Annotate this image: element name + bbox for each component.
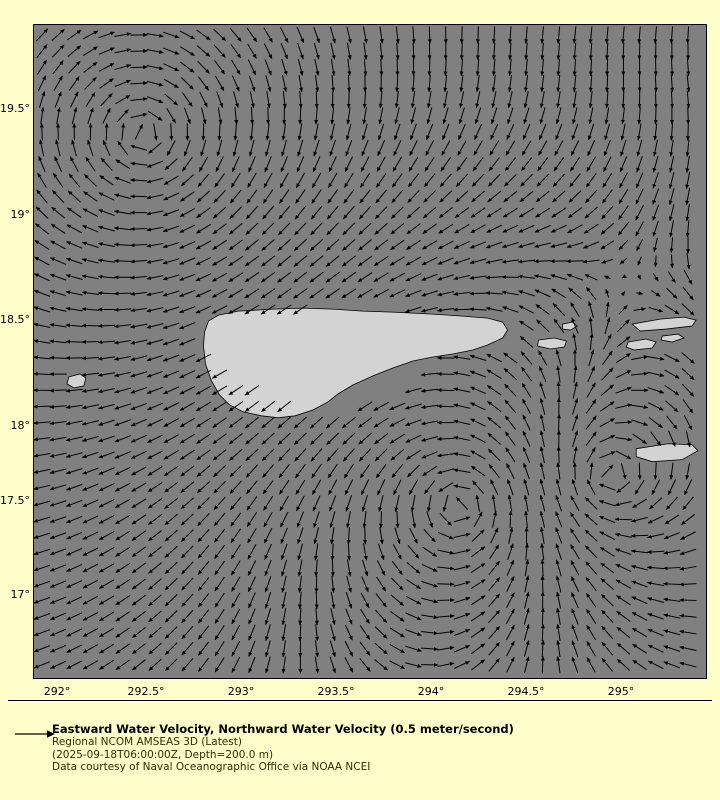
vector-arrow-icon: [14, 728, 56, 740]
legend-block: [0, 700, 720, 800]
y-tick-18-5: 18.5°: [0, 313, 30, 326]
legend-title: Eastward Water Velocity, Northward Water Velocity (0.5 meter/second): [52, 722, 514, 736]
legend-line-model: Regional NCOM AMSEAS 3D (Latest): [52, 736, 242, 748]
x-tick-292: 292°: [43, 685, 71, 698]
y-tick-19: 19°: [10, 208, 30, 221]
velocity-vector-field: [34, 25, 706, 678]
legend-text: [52, 722, 702, 774]
legend-line-time: (2025-09-18T06:00:00Z, Depth=200.0 m): [52, 748, 274, 761]
legend-divider: [8, 700, 712, 701]
x-tick-294: 294°: [417, 685, 445, 698]
y-tick-17-5: 17.5°: [0, 494, 30, 507]
x-tick-292-5: 292.5°: [127, 685, 165, 698]
x-tick-294-5: 294.5°: [507, 685, 545, 698]
map-plot-area[interactable]: [33, 24, 707, 679]
y-tick-17: 17°: [10, 588, 30, 601]
x-tick-295: 295°: [607, 685, 635, 698]
legend-line-credit: Data courtesy of Naval Oceanographic Office via NOAA NCEI: [52, 761, 371, 773]
y-tick-18: 18°: [10, 419, 30, 432]
x-tick-293-5: 293.5°: [317, 685, 355, 698]
x-tick-293: 293°: [227, 685, 255, 698]
y-tick-19-5: 19.5°: [0, 102, 30, 115]
